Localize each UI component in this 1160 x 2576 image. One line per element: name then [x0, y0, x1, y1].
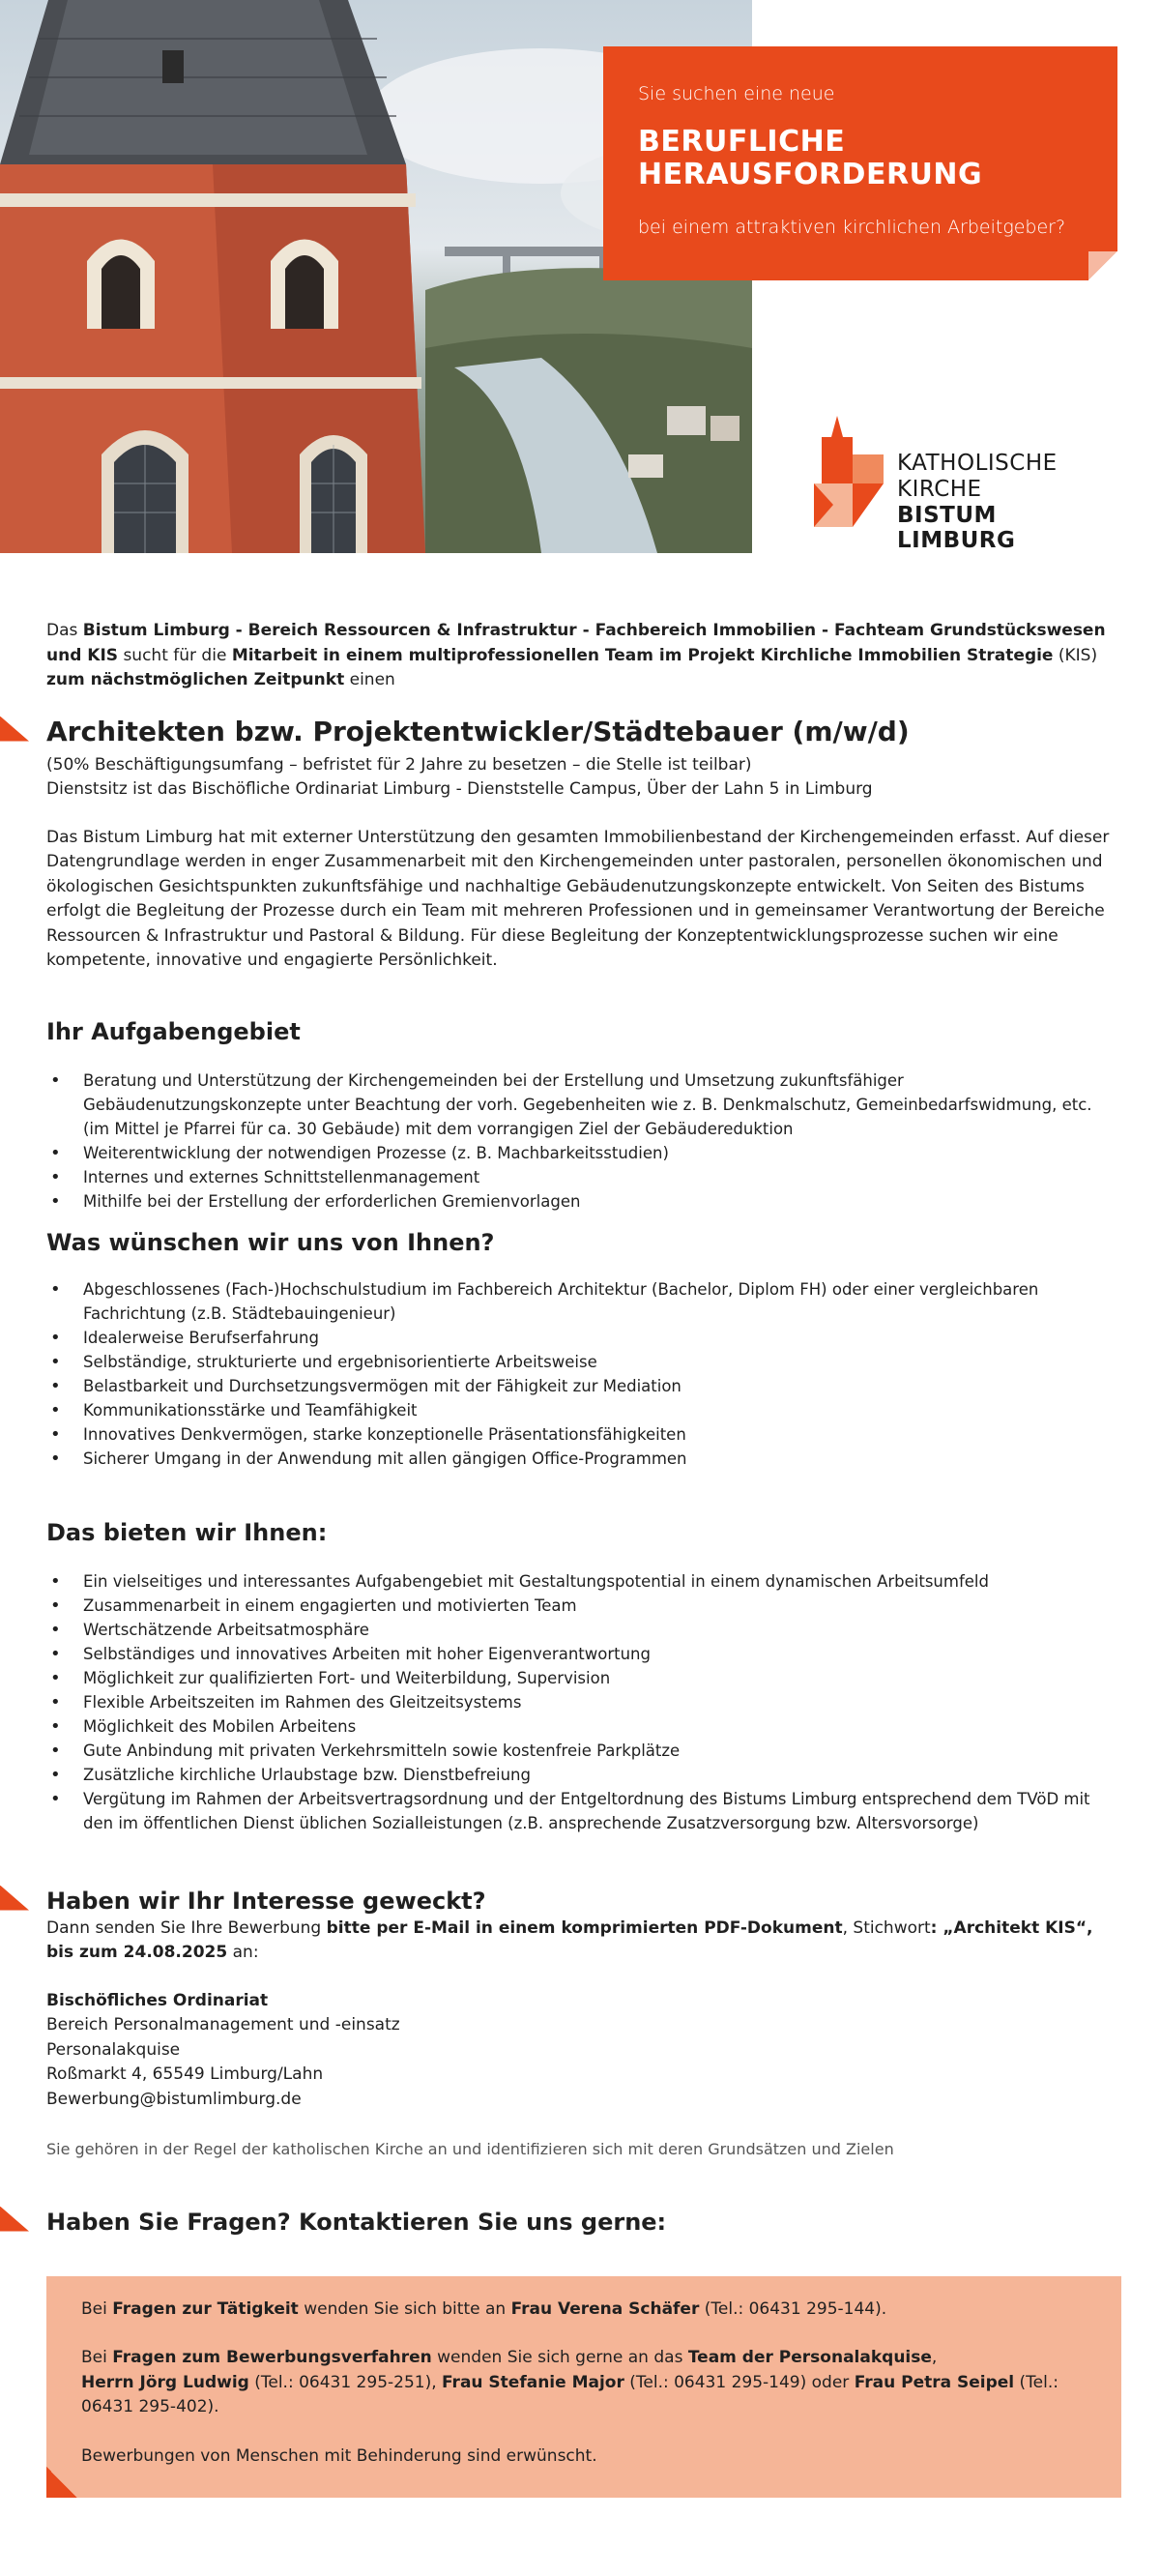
bistum-logo [814, 416, 1104, 553]
intro-bold-1: Bistum Limburg - Bereich Ressourcen & Infrastruktur - Fachbereich Immobilien - Fachteam Grundstückswesen und KIS [46, 621, 1106, 665]
apply-text-2: , Stichwort [842, 1917, 931, 1938]
list-item: • Selbständiges und innovatives Arbeiten mit hoher Eigenverantwortung [46, 1642, 1121, 1666]
job-ad-content [46, 619, 1121, 2498]
contact-bold: Team der Personalakquise [687, 2348, 932, 2367]
contact-text: Bei [81, 2298, 113, 2319]
contact-paragraph-3: Bewerbungen von Menschen mit Behinderung sind erwünscht. [81, 2445, 597, 2466]
logo-line3: BISTUM LIMBURG [897, 503, 1016, 553]
banner-corner-fold [1088, 251, 1117, 280]
job-description: Das Bistum Limburg hat mit externer Unterstützung den gesamten Immobilienbestand der Kirchengemeinden erfasst. Auf dieser Datengrundlage werden in enger Zusammenarbeit mit den Kirchengemeinden unter pastoralen, personellen ökonomischen und ökologischen Gesichtspunkten zukunftsfähige und nachhaltige Gebäudenutzungskonzepte entwickelt. Von Seiten des Bistums erfolgt die Begleitung der Prozesse durch ein Team mit mehreren Professionen und in gemeinsamer Verantwortung der Bereiche Ressourcen & Infrastruktur und Pastoral & Bildung. Für diese Begleitung der Konzeptentwicklungsprozesse suchen wir eine kompetente, innovative und engagierte Persönlichkeit. [46, 827, 1110, 970]
address-email-link[interactable]: Bewerbung@bistumlimburg.de [46, 2089, 302, 2109]
section-flag-icon [0, 1886, 29, 1911]
apply-address [46, 1989, 1121, 2113]
list-item: • Vergütung im Rahmen der Arbeitsvertragsordnung und der Entgeltordnung des Bistums Limburg entsprechend dem TVöD mit den im öffentlichen Dienst üblichen Sozialleistungen (z.B. ansprechende Zusatzversorgung bzw. Altersvorsorge) [46, 1787, 1121, 1835]
contact-text: , [931, 2348, 938, 2367]
list-item: • Gute Anbindung mit privaten Verkehrsmitteln sowie kostenfreie Parkplätze [46, 1739, 1121, 1763]
list-item: • Mithilfe bei der Erstellung der erforderlichen Gremienvorlagen [46, 1189, 1121, 1214]
apply-section [46, 1886, 1121, 2162]
list-item: • Innovatives Denkvermögen, starke konzeptionelle Präsentationsfähigkeiten [46, 1422, 1121, 1447]
offers-heading: Das bieten wir Ihnen: [46, 1518, 328, 1546]
list-item: • Zusammenarbeit in einem engagierten und motivierten Team [46, 1594, 1121, 1618]
list-item: • Abgeschlossenes (Fach-)Hochschulstudium im Fachbereich Architektur (Bachelor, Diplom FH) oder einer vergleichbaren Fachrichtung (z.B. Städtebauingenieur) [46, 1277, 1121, 1326]
contact-paragraph-2 [81, 2346, 1087, 2420]
apply-heading: Haben wir Ihr Interesse geweckt? [46, 1887, 486, 1915]
offers-section [46, 1517, 1121, 1835]
job-title-block [46, 715, 1121, 749]
tasks-section [46, 1016, 1121, 1214]
church-logo-icon [814, 416, 891, 532]
intro-bold-2: Mitarbeit in einem multiprofessionellen Team im Projekt Kirchliche Immobilien Strategie [231, 645, 1054, 665]
intro-text-1: Das [46, 621, 83, 640]
headline-banner [603, 46, 1117, 280]
hero-header [0, 0, 1160, 553]
contact-text: (Tel.: 06431 295-402). [81, 2372, 1058, 2416]
list-item: • Sicherer Umgang in der Anwendung mit allen gängigen Office-Programmen [46, 1447, 1121, 1471]
list-item: • Internes und externes Schnittstellenmanagement [46, 1165, 1121, 1189]
wishes-heading: Was wünschen wir uns von Ihnen? [46, 1228, 495, 1256]
contact-text: wenden Sie sich bitte an [298, 2298, 511, 2319]
intro-text-2: sucht für die [118, 645, 232, 665]
logo-line1: KATHOLISCHE [897, 451, 1058, 476]
job-meta-scope: (50% Beschäftigungsumfang – befristet für 2 Jahre zu besetzen – die Stelle ist teilbar) [46, 754, 752, 775]
banner-headline [638, 126, 982, 191]
section-flag-icon [0, 717, 29, 742]
contact-bold: Frau Petra Seipel [854, 2372, 1015, 2392]
contact-text: (Tel.: 06431 295-251), [248, 2372, 443, 2392]
list-item: • Möglichkeit zur qualifizierten Fort- und Weiterbildung, Supervision [46, 1666, 1121, 1690]
apply-bold-2: : „Architekt KIS“, bis zum 24.08.2025 [46, 1917, 1093, 1962]
list-item: • Kommunikationsstärke und Teamfähigkeit [46, 1398, 1121, 1422]
banner-headline-line1: BERUFLICHE [638, 125, 846, 159]
apply-bold-1: bitte per E-Mail in einem komprimierten PDF-Dokument [326, 1917, 843, 1938]
intro-paragraph [46, 619, 1121, 693]
list-item: • Belastbarkeit und Durchsetzungsvermögen mit der Fähigkeit zur Mediation [46, 1374, 1121, 1398]
list-item: • Zusätzliche kirchliche Urlaubstage bzw. Dienstbefreiung [46, 1763, 1121, 1787]
contact-bold: Frau Stefanie Major [442, 2372, 624, 2392]
contact-box [46, 2276, 1121, 2499]
list-item: • Flexible Arbeitszeiten im Rahmen des Gleitzeitsystems [46, 1690, 1121, 1714]
address-street: Roßmarkt 4, 65549 Limburg/Lahn [46, 2064, 324, 2084]
banner-subline: bei einem attraktiven kirchlichen Arbeitgeber? [638, 217, 1066, 238]
banner-headline-line2: HERAUSFORDERUNG [638, 158, 983, 191]
contact-corner-fold [46, 2467, 77, 2498]
contact-bold: Frau Verena Schäfer [510, 2298, 700, 2319]
contact-text: (Tel.: 06431 295-149) oder [624, 2372, 855, 2392]
contact-bold: Fragen zur Tätigkeit [112, 2298, 299, 2319]
apply-text-3: an: [227, 1943, 259, 1962]
tasks-list [46, 1068, 1121, 1214]
list-item: • Beratung und Unterstützung der Kirchengemeinden bei der Erstellung und Umsetzung zukunftsfähiger Gebäudenutzungskonzepte unter Beachtung der vorh. Gegebenheiten wie z. B. Denkmalschutz, Gemeinbedarfswidmung, etc. (im Mittel je Pfarrei für ca. 30 Gebäude) mit dem vorrangigen Ziel der Gebäudereduktion [46, 1068, 1121, 1141]
intro-bold-3: zum nächstmöglichen Zeitpunkt [46, 670, 345, 689]
list-item: • Möglichkeit des Mobilen Arbeitens [46, 1714, 1121, 1739]
list-item: • Idealerweise Berufserfahrung [46, 1326, 1121, 1350]
logo-line2: KIRCHE [897, 477, 982, 502]
contact-heading: Haben Sie Fragen? Kontaktieren Sie uns gerne: [46, 2208, 667, 2236]
banner-kicker: Sie suchen eine neue [638, 83, 835, 104]
contact-heading-block [46, 2207, 1121, 2238]
wishes-section [46, 1227, 1121, 1471]
intro-text-4: einen [344, 670, 395, 689]
contact-bold: Fragen zum Bewerbungsverfahren [112, 2348, 432, 2367]
intro-text-3: (KIS) [1053, 645, 1098, 665]
job-title: Architekten bzw. Projektentwickler/Städtebauer (m/w/d) [46, 715, 910, 747]
address-dept: Bereich Personalmanagement und -einsatz [46, 2015, 400, 2034]
apply-note: Sie gehören in der Regel der katholischen Kirche an und identifizieren sich mit deren Grundsätzen und Zielen [46, 2140, 894, 2158]
contact-bold: Herrn Jörg Ludwig [81, 2372, 249, 2392]
contact-text: wenden Sie sich gerne an das [431, 2348, 688, 2367]
address-org: Bischöfliches Ordinariat [46, 1990, 269, 2010]
address-unit: Personalakquise [46, 2039, 181, 2060]
contact-text: Bei [81, 2348, 113, 2367]
contact-text: (Tel.: 06431 295-144). [699, 2298, 887, 2319]
apply-text-1: Dann senden Sie Ihre Bewerbung [46, 1917, 327, 1938]
section-flag-icon [0, 2207, 29, 2232]
list-item: • Wertschätzende Arbeitsatmosphäre [46, 1618, 1121, 1642]
offers-list [46, 1569, 1121, 1835]
tasks-heading: Ihr Aufgabengebiet [46, 1017, 301, 1045]
wishes-list [46, 1277, 1121, 1471]
list-item: • Weiterentwicklung der notwendigen Prozesse (z. B. Machbarkeitsstudien) [46, 1141, 1121, 1165]
list-item: • Ein vielseitiges und interessantes Aufgabengebiet mit Gestaltungspotential in einem dynamischen Arbeitsumfeld [46, 1569, 1121, 1594]
list-item: • Selbständige, strukturierte und ergebnisorientierte Arbeitsweise [46, 1350, 1121, 1374]
apply-instructions [46, 1917, 1121, 1966]
job-meta-location: Dienstsitz ist das Bischöfliche Ordinariat Limburg - Dienststelle Campus, Über der Lahn 5 in Limburg [46, 779, 873, 799]
contact-paragraph-1 [81, 2298, 1087, 2323]
